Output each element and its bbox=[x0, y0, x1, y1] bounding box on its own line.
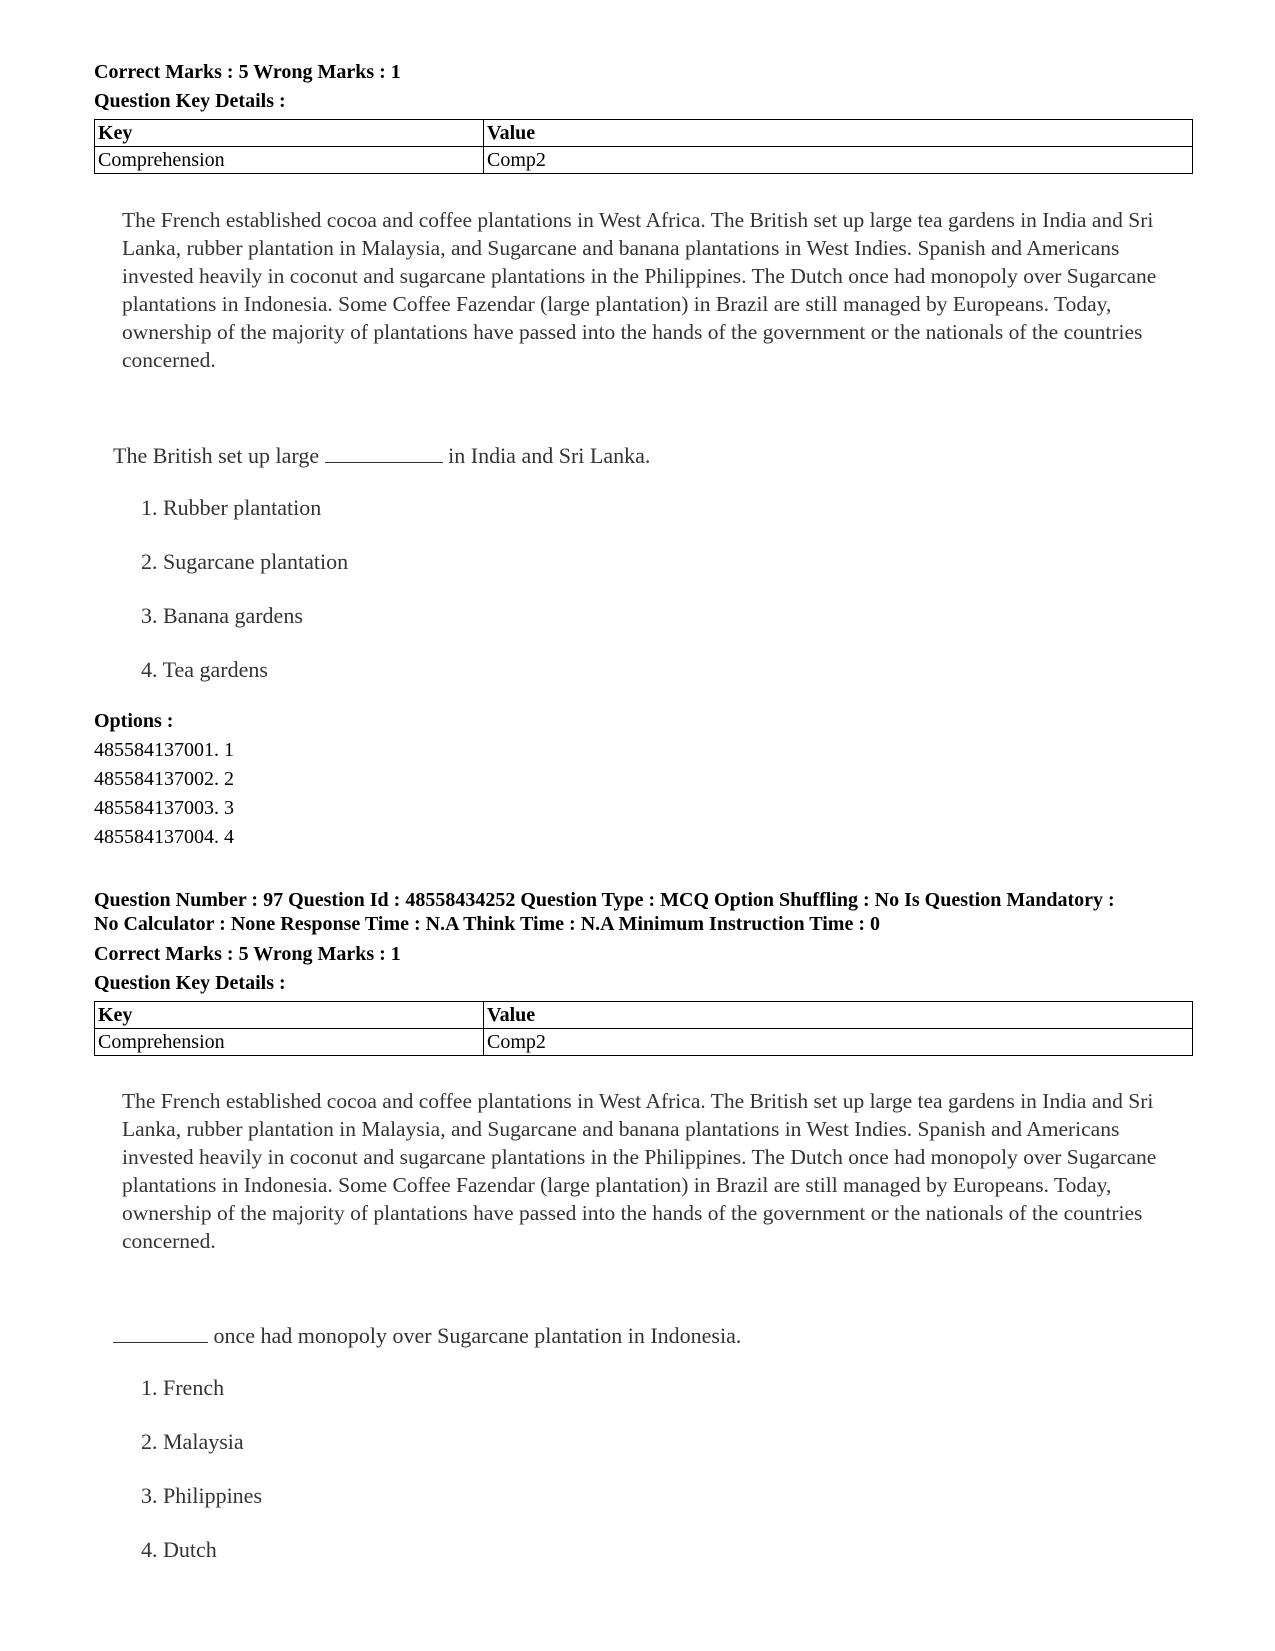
table-header-value: Value bbox=[484, 120, 1193, 147]
q2-question-stem bbox=[113, 1323, 741, 1349]
table-header-key: Key bbox=[95, 1002, 484, 1029]
q1-option-id-4: 485584137004. 4 bbox=[94, 826, 234, 848]
q1-key-table bbox=[94, 119, 1193, 174]
table-cell-key: Comprehension bbox=[95, 147, 484, 174]
q1-passage bbox=[122, 206, 1182, 374]
answer-blank bbox=[113, 1324, 208, 1343]
q1-option-id-1: 485584137001. 1 bbox=[94, 739, 234, 761]
q1-option-id-2: 485584137002. 2 bbox=[94, 768, 234, 790]
q2-choice-1: 1. French bbox=[141, 1375, 225, 1400]
q2-key-details-label: Question Key Details : bbox=[94, 972, 286, 994]
passage-text: The French established cocoa and coffee plantations in West Africa. The British set up large tea gardens in India and Sri Lanka, rubber plantation in Malaysia, and Sugarcane and banana plantations in West Indies. Spanish and Americans invested heavily in coconut and sugarcane plantations in the Philippines. The Dutch once had monopoly over Sugarcane plantations in Indonesia. Some Coffee Fazendar (large plantation) in Brazil are still managed by Europeans. Today, ownership of the majority of plantations have passed into the hands of the government or the nationals of the countries concerned. bbox=[122, 208, 1157, 372]
q2-header-line-2: No Calculator : None Response Time : N.A Think Time : N.A Minimum Instruction Time : 0 bbox=[94, 913, 880, 935]
table-header-key: Key bbox=[95, 120, 484, 147]
q2-choice-4: 4. Dutch bbox=[141, 1537, 217, 1562]
q1-marks: Correct Marks : 5 Wrong Marks : 1 bbox=[94, 61, 401, 83]
q1-option-id-3: 485584137003. 3 bbox=[94, 797, 234, 819]
q2-choice-3: 3. Philippines bbox=[141, 1483, 263, 1508]
q2-header bbox=[94, 888, 1199, 936]
q2-choice-2: 2. Malaysia bbox=[141, 1429, 244, 1454]
answer-blank bbox=[325, 444, 443, 463]
q1-choice-1: 1. Rubber plantation bbox=[141, 495, 322, 520]
q2-passage bbox=[122, 1087, 1182, 1255]
q1-choice-3: 3. Banana gardens bbox=[141, 603, 303, 628]
q1-key-details-label: Question Key Details : bbox=[94, 90, 286, 112]
table-header-row bbox=[95, 1002, 1193, 1029]
table-cell-key: Comprehension bbox=[95, 1029, 484, 1056]
q2-header-line-1: Question Number : 97 Question Id : 48558434252 Question Type : MCQ Option Shuffling : No Is Question Mandatory : bbox=[94, 889, 1115, 911]
table-cell-value: Comp2 bbox=[484, 147, 1193, 174]
stem-text-after: once had monopoly over Sugarcane plantation in Indonesia. bbox=[213, 1323, 742, 1348]
q1-options-label: Options : bbox=[94, 710, 174, 732]
table-row bbox=[95, 147, 1193, 174]
table-header-row bbox=[95, 120, 1193, 147]
q1-question-stem bbox=[113, 443, 650, 469]
table-cell-value: Comp2 bbox=[484, 1029, 1193, 1056]
stem-text-after: in India and Sri Lanka. bbox=[448, 443, 651, 468]
table-row bbox=[95, 1029, 1193, 1056]
stem-text-before: The British set up large bbox=[113, 443, 320, 468]
table-header-value: Value bbox=[484, 1002, 1193, 1029]
q1-choice-2: 2. Sugarcane plantation bbox=[141, 549, 349, 574]
q2-key-table bbox=[94, 1001, 1193, 1056]
q2-marks: Correct Marks : 5 Wrong Marks : 1 bbox=[94, 943, 401, 965]
passage-text: The French established cocoa and coffee plantations in West Africa. The British set up large tea gardens in India and Sri Lanka, rubber plantation in Malaysia, and Sugarcane and banana plantations in West Indies. Spanish and Americans invested heavily in coconut and sugarcane plantations in the Philippines. The Dutch once had monopoly over Sugarcane plantations in Indonesia. Some Coffee Fazendar (large plantation) in Brazil are still managed by Europeans. Today, ownership of the majority of plantations have passed into the hands of the government or the nationals of the countries concerned. bbox=[122, 1089, 1157, 1253]
q1-choice-4: 4. Tea gardens bbox=[141, 657, 268, 682]
